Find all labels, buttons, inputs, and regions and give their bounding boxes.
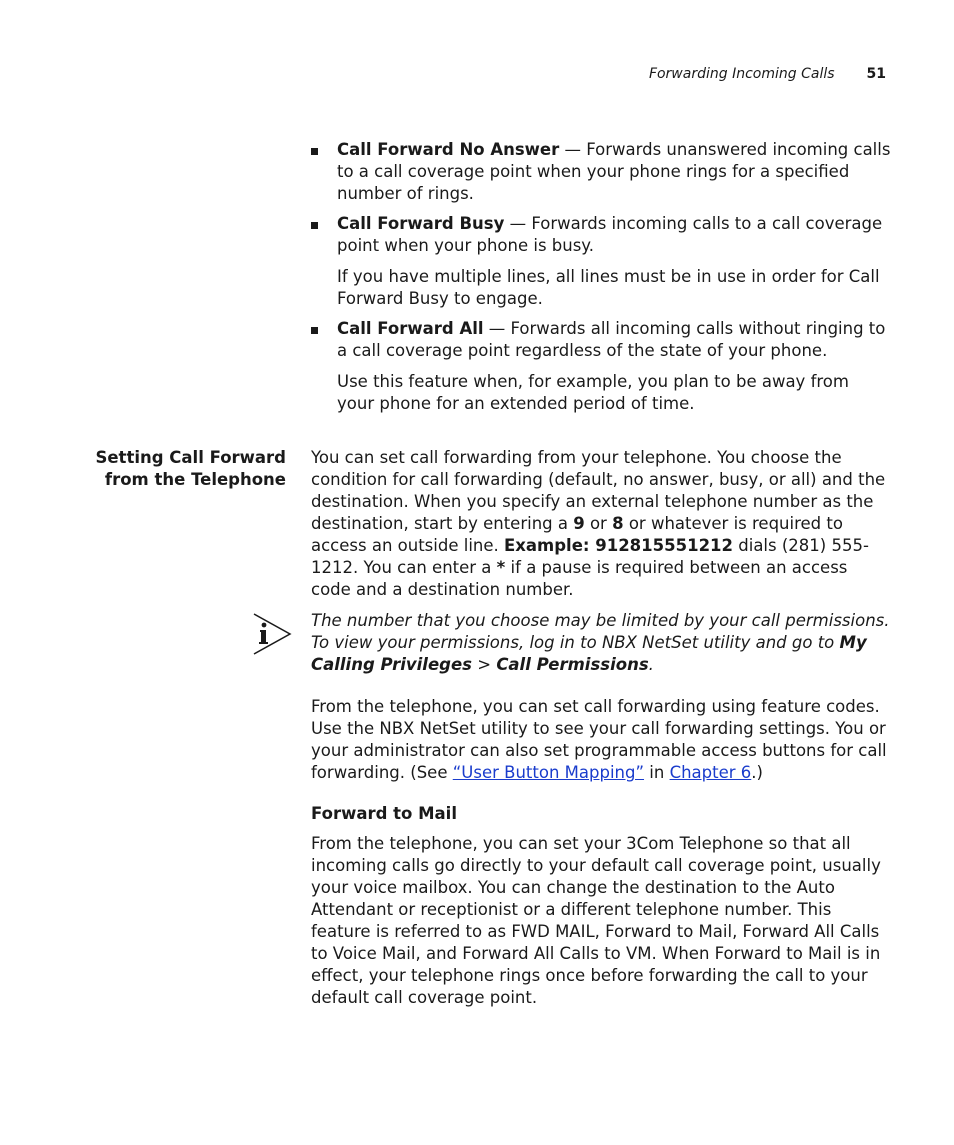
page-number: 51 — [866, 66, 886, 82]
bullet-desc: — Forwards incoming calls to a call coverage point when your phone is busy. — [337, 214, 883, 255]
bullet-marker — [311, 222, 318, 229]
bullet-extra: If you have multiple lines, all lines must be in use in order for Call Forward Busy to engage. — [337, 267, 880, 308]
intro-text: or whatever is required to access an outside line. — [311, 514, 843, 555]
intro-bold: 8 — [612, 514, 624, 533]
note-segment: . — [648, 655, 654, 674]
section-heading-line: Setting Call Forward — [95, 448, 286, 467]
intro-text: or — [584, 514, 613, 533]
info-note-icon — [252, 612, 292, 656]
section-heading — [60, 447, 286, 491]
intro-bold: Example: 912815551212 — [504, 536, 734, 555]
intro-text: You can set call forwarding from your telephone. You choose the condition for call forwarding (default, no answer, busy, or all) and the destination. When you specify an external telephone number as the destination, start by entering a — [311, 448, 886, 533]
bullet-item — [311, 213, 891, 310]
note-text — [311, 610, 891, 676]
note-bold: My Calling Privileges — [311, 633, 867, 674]
bullet-item — [311, 318, 891, 415]
intro-bold: * — [496, 558, 506, 577]
chapter-6-link[interactable]: Chapter 6 — [669, 763, 752, 782]
note-bold: Call Permissions — [496, 655, 649, 674]
para-text: From the telephone, you can set call forwarding using feature codes. Use the NBX NetSet utility to see your call forwarding settings. You or your administrator can also set programmable access buttons for call forwarding. (See — [311, 697, 887, 782]
para-text: .) — [751, 763, 763, 782]
forward-to-mail-paragraph: From the telephone, you can set your 3Com Telephone so that all incoming calls go directly to your default call coverage point, usually your voice mailbox. You can change the destination to the Auto Attendant or receptionist or a different telephone number. This feature is referred to as FWD MAIL, Forward to Mail, Forward All Calls to Voice Mail, and Forward All Calls to VM. When Forward to Mail is in effect, your telephone rings once before forwarding the call to your default call coverage point. — [311, 834, 881, 1007]
para-text: in — [644, 763, 670, 782]
chapter-title: Forwarding Incoming Calls — [648, 66, 835, 82]
bullet-desc: — Forwards all incoming calls without ringing to a call coverage point regardless of the state of your phone. — [337, 319, 886, 360]
note-segment: > — [471, 655, 497, 674]
bullet-item — [311, 139, 891, 205]
section-intro — [311, 447, 891, 601]
bullet-marker — [311, 327, 318, 334]
intro-bold: 9 — [573, 514, 585, 533]
bullet-marker — [311, 148, 318, 155]
bullet-term: Call Forward No Answer — [337, 140, 560, 159]
note-segment: The number that you choose may be limited by your call permissions. To view your permissions, log in to NBX NetSet utility and go to — [311, 611, 890, 652]
bullet-extra: Use this feature when, for example, you plan to be away from your phone for an extended period of time. — [337, 372, 849, 413]
bullet-list — [311, 139, 891, 423]
bullet-term: Call Forward Busy — [337, 214, 505, 233]
user-button-mapping-link[interactable]: “User Button Mapping” — [452, 763, 645, 782]
intro-text: if a pause is required between an access code and a destination number. — [311, 558, 848, 599]
settings-paragraph — [311, 696, 891, 784]
intro-text: dials (281) 555-1212. You can enter a — [311, 536, 869, 577]
page-header — [560, 66, 886, 82]
section-heading-line: from the Telephone — [104, 470, 286, 489]
bullet-desc: — Forwards unanswered incoming calls to a call coverage point when your phone rings for a specified number of rings. — [337, 140, 891, 203]
subsection-heading: Forward to Mail — [311, 804, 457, 823]
bullet-term: Call Forward All — [337, 319, 484, 338]
